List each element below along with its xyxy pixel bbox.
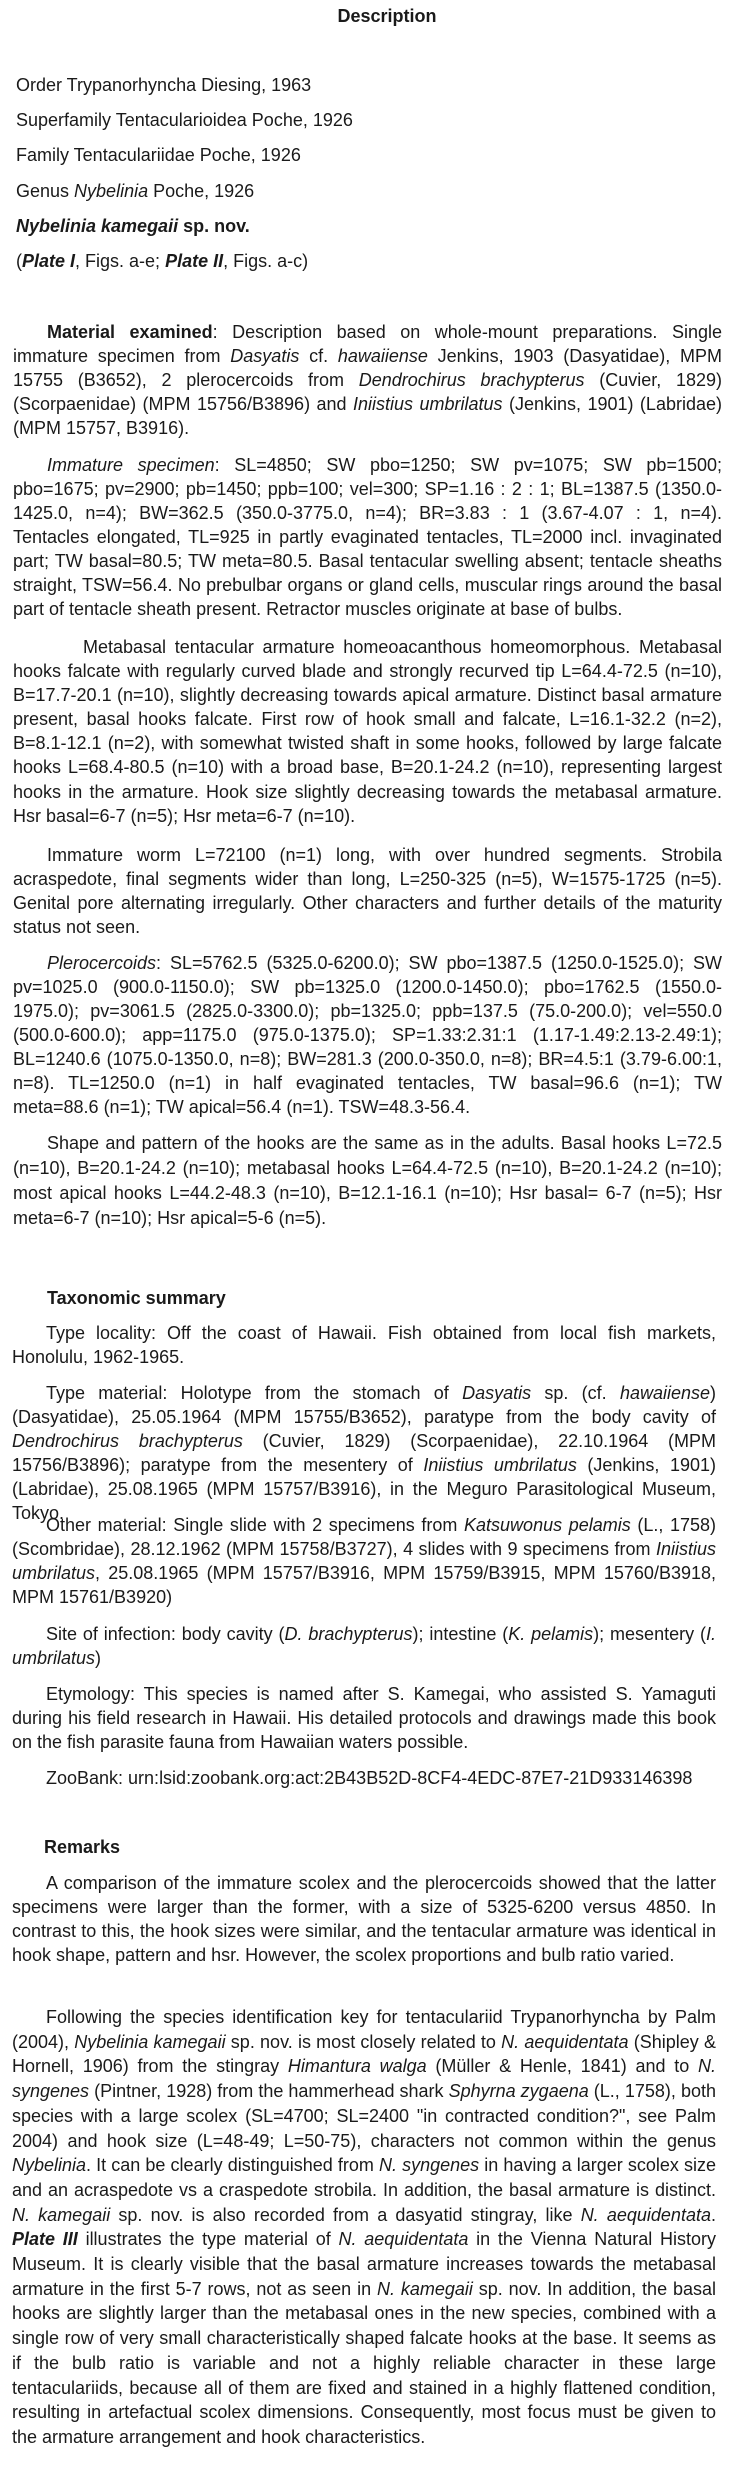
text-run: cf. (299, 346, 338, 366)
text-run: : Description based on whole-mount preparations. Single immature specimen from (13, 322, 722, 366)
other-material-paragraph (12, 1513, 716, 1609)
text-run: Following the species identification key for tentaculariid Trypanorhyncha by Palm (2004), (12, 2007, 716, 2052)
remarks-identification-paragraph (12, 2005, 716, 2450)
text-run: . It can be clearly distinguished from (86, 2155, 379, 2176)
bold-text: Plate III (12, 2229, 78, 2250)
species-name (16, 209, 353, 244)
italic-text: Himantura walga (287, 2056, 427, 2077)
italic-text: N. aequidentata (580, 2204, 711, 2225)
italic-text: N. aequidentata (501, 2031, 629, 2052)
bold-text: Nybelinia kamegaii (16, 215, 179, 236)
text-run: (Cuvier, 1829) (Scorpaenidae) (MPM 15756/B3896) and (13, 370, 722, 414)
text-run: sp. (cf. (531, 1383, 620, 1403)
text-run: Etymology: This species is named after S. Kamegai, who assisted S. Yamaguti during his field research in Hawaii. His detailed protocols and drawings made this book on the fish parasite fauna from Hawaiian waters possible. (12, 1684, 716, 1752)
italic-text: Dendrochirus brachypterus (12, 1431, 243, 1451)
immature-worm-paragraph (13, 843, 722, 939)
text-run: Superfamily Tentacularioidea Poche, 1926 (16, 110, 353, 131)
italic-text: Sphyrna zygaena (448, 2081, 589, 2102)
text-run: (Shipley & Hornell, 1906) from the stingray (12, 2031, 716, 2077)
text-run: Type locality: Off the coast of Hawaii. Fish obtained from local fish markets, Honolulu, 1962-1965. (12, 1323, 716, 1367)
text-run: Shape and pattern of the hooks are the same as in the adults. Basal hooks L=72.5 (n=10), B=20.1-24.2 (n=10); metabasal hooks L=64.4-72.5 (n=10), B=20.1-24.2 (n=10); most apical hooks L=44.2-48.3 (n=10), B=12.1-16.1 (n=10); Hsr basal= 6-7 (n=5); Hsr meta=6-7 (n=10); Hsr apical=5-6 (n=5). (13, 1133, 722, 1228)
text-run: : SL=4850; SW pbo=1250; SW pv=1075; SW pb=1500; pbo=1675; pv=2900; pb=1450; ppb=100; vel=300; SP=1.16 : 2 : 1; BL=1387.5 (1350.0-1425.0, n=4); BW=362.5 (350.0-3775.0, n=4); BR=3.83 : 1 (3.67-4.07 : 1, n=4). Tentacles elongated, TL=925 in partly evaginated tentacles, TL=2000 incl. invaginated part; TW basal=80.5; TW meta=80.5. Basal tentacular swelling absent; tentacle sheaths straight, TSW=56.4. No prebulbar organs or gland cells, muscular rings around the basal part of tentacle sheath present. Retractor muscles originate at base of bulbs. (13, 455, 722, 619)
text-run: (Pintner, 1928) from the hammerhead shark (89, 2081, 449, 2102)
text-run: ) (Dasyatidae), 25.05.1964 (MPM 15755/B3652), paratype from the body cavity of (12, 1383, 717, 1427)
taxonomy-superfamily (16, 103, 353, 138)
italic-text: N. syngenes (12, 2056, 716, 2102)
text-run: (Müller & Henle, 1841) and to (426, 2056, 698, 2077)
text-run: (Jenkins, 1901) (Labridae) (MPM 15757, B3916). (13, 394, 722, 438)
metabasal-armature-paragraph (13, 635, 722, 828)
bold-text: Material examined (47, 322, 213, 342)
italic-text: Dasyatis (230, 346, 300, 366)
site-of-infection-paragraph (12, 1622, 716, 1670)
text-run: in the Vienna Natural History Museum. It is clearly visible that the basal armature increases towards the metabasal armature in the first 5-7 rows, not as seen in (12, 2229, 716, 2299)
text-run: , Figs. a-c) (223, 251, 309, 272)
text-run: Genus (16, 180, 75, 201)
italic-text: Plerocercoids (47, 953, 157, 973)
italic-text: I. umbrilatus (12, 1624, 716, 1668)
text-run: (L., 1758), both species with a large scolex (SL=4700; SL=2400 "in contracted condition?", see Palm 2004) and hook size (L=48-49; L=50-75), characters not common within the genus (12, 2081, 716, 2151)
italic-text: N. aequidentata (338, 2229, 469, 2250)
text-run: : SL=5762.5 (5325.0-6200.0); SW pbo=1387.5 (1250.0-1525.0); SW pv=1025.0 (900.0-1150.0); SW pb=1325.0 (1200.0-1450.0); pbo=1762.5 (1550.0-1975.0); pv=3061.5 (2825.0-3300.0); pb=1325.0; ppb=137.5 (75.0-200.0); vel=550.0 (500.0-600.0); app=1175.0 (975.0-1375.0); SP=1.33:2.31:1 (1.17-1.49:2.13-2.49:1); BL=1240.6 (1075.0-1350.0, n=8); BW=281.3 (200.0-350.0, n=8); BR=4.5:1 (3.79-6.00:1, n=8). TL=1250.0 (n=1) in half evaginated tentacles, TW basal=96.6 (n=1); TW meta=88.6 (n=1); TW apical=56.4 (n=1). TSW=48.3-56.4. (13, 953, 722, 1117)
text-run: ); intestine ( (412, 1624, 509, 1644)
italic-text: Nybelinia kamegaii (74, 2031, 226, 2052)
text-run: ( (16, 251, 22, 272)
text-run: ZooBank: urn:lsid:zoobank.org:act:2B43B52D-8CF4-4EDC-87E7-21D933146398 (46, 1768, 693, 1788)
italic-text: Dasyatis (462, 1383, 532, 1403)
taxonomic-summary-heading: Taxonomic summary (47, 1288, 226, 1308)
type-locality-paragraph (12, 1321, 716, 1369)
remarks-heading: Remarks (44, 1837, 121, 1857)
italic-text: Iniistius umbrilatus (12, 1539, 716, 1583)
italic-text: Dendrochirus brachypterus (358, 370, 585, 390)
italic-text: Iniistius umbrilatus (423, 1455, 577, 1475)
text-run: Family Tentaculariidae Poche, 1926 (16, 145, 301, 166)
taxonomy-family (16, 138, 353, 173)
text-run: Other material: Single slide with 2 specimens from (46, 1515, 465, 1535)
text-run: (L., 1758) (Scombridae), 28.12.1962 (MPM 15758/B3727), 4 slides with 9 specimens from (12, 1515, 716, 1559)
italic-text: K. pelamis (508, 1624, 594, 1644)
text-run: sp. nov. is most closely related to (225, 2031, 502, 2052)
description-heading: Description (337, 6, 437, 26)
text-run: Site of infection: body cavity ( (46, 1624, 285, 1644)
bold-text: Plate II (165, 251, 224, 272)
text-run: Metabasal tentacular armature homeoacanthous homeomorphous. Metabasal hooks falcate with regularly curved blade and strongly recurved tip L=64.4-72.5 (n=10), B=17.7-20.1 (n=10), slightly decreasing towards apical armature. Distinct basal armature present, basal hooks falcate. First row of hook small and falcate, L=16.1-32.2 (n=2), B=8.1-12.1 (n=2), with somewhat twisted shaft in some hooks, followed by large falcate hooks L=68.4-80.5 (n=10) with a broad base, B=20.1-24.2 (n=10), representing largest hooks in the armature. Hook size slightly decreasing towards the metabasal armature. Hsr basal=6-7 (n=5); Hsr meta=6-7 (n=10). (13, 637, 722, 826)
text-run: (Jenkins, 1901) (Labridae), 25.08.1965 (MPM 15757/B3916), in the Meguro Parasitological Museum, Tokyo. (12, 1455, 716, 1523)
text-run: A comparison of the immature scolex and the plerocercoids showed that the latter specimens were larger than the former, with a size of 5325-6200 versus 4850. In contrast to this, the hook sizes were similar, and the tentacular armature was identical in hook shape, pattern and hsr. However, the scolex proportions and bulb ratio varied. (12, 1873, 716, 1965)
italic-text: Immature specimen (47, 455, 215, 475)
text-run: sp. nov. is also recorded from a dasyatid stingray, like (110, 2204, 581, 2225)
plerocercoids-paragraph (13, 951, 722, 1119)
italic-text: N. kamegaii (12, 2204, 111, 2225)
hook-shape-paragraph (13, 1131, 722, 1231)
immature-specimen-paragraph (13, 453, 722, 621)
taxonomy-block (16, 68, 353, 279)
italic-text: N. kamegaii (376, 2278, 473, 2299)
type-material-paragraph (12, 1381, 716, 1525)
bold-text: Plate I (22, 251, 76, 272)
text-run: Order Trypanorhyncha Diesing, 1963 (16, 75, 312, 95)
text-run: sp. nov. In addition, the basal hooks are slightly larger than the metabasal ones in the new species, combined with a single row of very small characteristically shaped falcate hooks at the base. It seems as if the bulb ratio is variable and not a highly reliable character in these large tentaculariids, because all of them are fixed and stained in a highly flattened condition, resulting in artefactual scolex dimensions. Consequently, most focus must be given to the armature arrangement and hook characteristics. (12, 2278, 716, 2447)
text-run: in having a larger scolex size and an acraspedote vs a craspedote strobila. In addition, the basal armature is distinct. (12, 2155, 716, 2200)
text-run: ); mesentery ( (593, 1624, 706, 1644)
text-run: Immature worm L=72100 (n=1) long, with over hundred segments. Strobila acraspedote, final segments wider than long, L=250-325 (n=5), W=1575-1725 (n=5). Genital pore alternating irregularly. Other characters and further details of the maturity status not seen. (13, 845, 722, 937)
italic-text: D. brachypterus (284, 1624, 413, 1644)
bold-text: sp. nov. (178, 215, 250, 236)
italic-text: Nybelinia (74, 180, 149, 201)
text-run: ) (95, 1648, 102, 1668)
text-run: , Figs. a-e; (75, 251, 166, 272)
italic-text: Iniistius umbrilatus (353, 394, 503, 414)
text-run: (Cuvier, 1829) (Scorpaenidae), 22.10.1964 (MPM 15756/B3896); paratype from the mesentery of (12, 1431, 716, 1475)
etymology-paragraph (12, 1682, 716, 1754)
zoobank-paragraph (12, 1766, 716, 1790)
text-run: Jenkins, 1903 (Dasyatidae), MPM 15755 (B3652), 2 plerocercoids from (13, 346, 722, 390)
italic-text: hawaiiense (619, 1383, 711, 1403)
italic-text: hawaiiense (337, 346, 428, 366)
text-run: Poche, 1926 (148, 180, 255, 201)
italic-text: N. syngenes (379, 2155, 480, 2176)
remarks-comparison-paragraph (12, 1871, 716, 1967)
italic-text: Katsuwonus pelamis (464, 1515, 631, 1535)
plate-reference (16, 244, 353, 279)
taxonomy-genus (16, 174, 353, 209)
italic-text: Nybelinia (12, 2155, 87, 2176)
text-run: Type material: Holotype from the stomach of (46, 1383, 463, 1403)
taxonomy-order (16, 68, 353, 103)
text-run: . (710, 2204, 716, 2225)
text-run: , 25.08.1965 (MPM 15757/B3916, MPM 15759/B3915, MPM 15760/B3918, MPM 15761/B3920) (12, 1563, 716, 1607)
text-run: illustrates the type material of (77, 2229, 339, 2250)
material-examined-paragraph (13, 320, 722, 440)
